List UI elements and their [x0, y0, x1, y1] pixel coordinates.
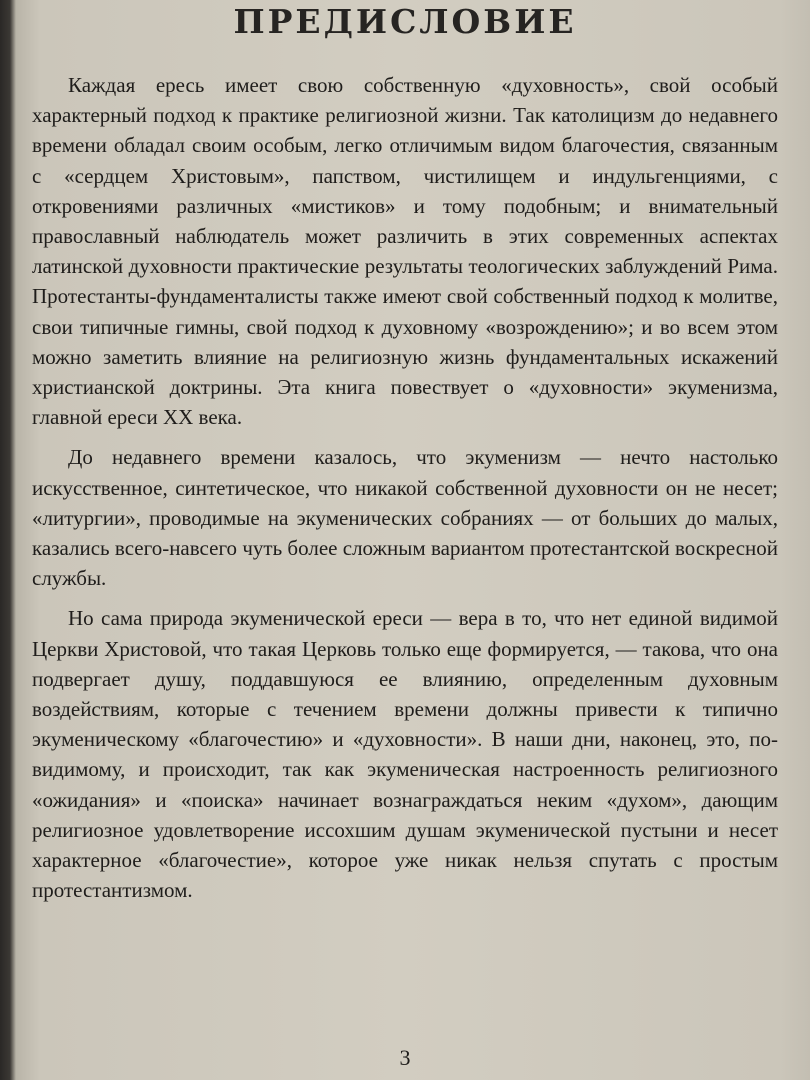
paragraph-3: Но сама природа экуменической ереси — вера в то, что нет единой видимой Церкви Христовой, что такая Церковь только еще формируется, — такова, что она подвергает душу, поддавшуюся ее влиянию, определенным духовным воздействиям, которые с течением времени должны привести к типично экуменическому «благочестию» и «духовности». В наши дни, наконец, это, по-видимому, и происходит, так как экуменическая настроенность религиозного «ожидания» и «поиска» начинает вознаграждаться неким «духом», дающим религиозное удовлетворение иссохшим душам экуменической пустыни и несет характерное «благочестие», которое уже никак нельзя спутать с простым протестантизмом.	[32, 606, 778, 903]
page-number: 3	[399, 1045, 411, 1070]
body-text	[32, 70, 778, 905]
paragraph-1: Каждая ересь имеет свою собственную «духовность», свой особый характерный подход к практике религиозной жизни. Так католицизм до недавнего времени обладал своим особым, легко отличимым видом благочестия, связанным с «сердцем Христовым», папством, чистилищем и индульгенциями, с откровениями различных «мистиков» и тому подобным; и внимательный православный наблюдатель может различить в этих современных аспектах латинской духовности практические результаты теологических заблуждений Рима. Протестанты-фундаменталисты также имеют свой собственный подход к молитве, свои типичные гимны, свой подход к духовному «возрождению»; и во всем этом можно заметить влияние на религиозную жизнь фундаментальных искажений христианской доктрины. Эта книга повествует о «духовности» экуменизма, главной ереси XX века.	[32, 73, 778, 430]
page-title: ПРЕДИСЛОВИЕ	[233, 2, 577, 41]
paragraph-2: До недавнего времени казалось, что экуменизм — нечто настолько искусственное, синтетическое, что никакой собственной духовности он не несет; «литургии», проводимые на экуменических собраниях — от больших до малых, казались всего-навсего чуть более сложным вариантом протестантской воскресной службы.	[32, 445, 778, 591]
